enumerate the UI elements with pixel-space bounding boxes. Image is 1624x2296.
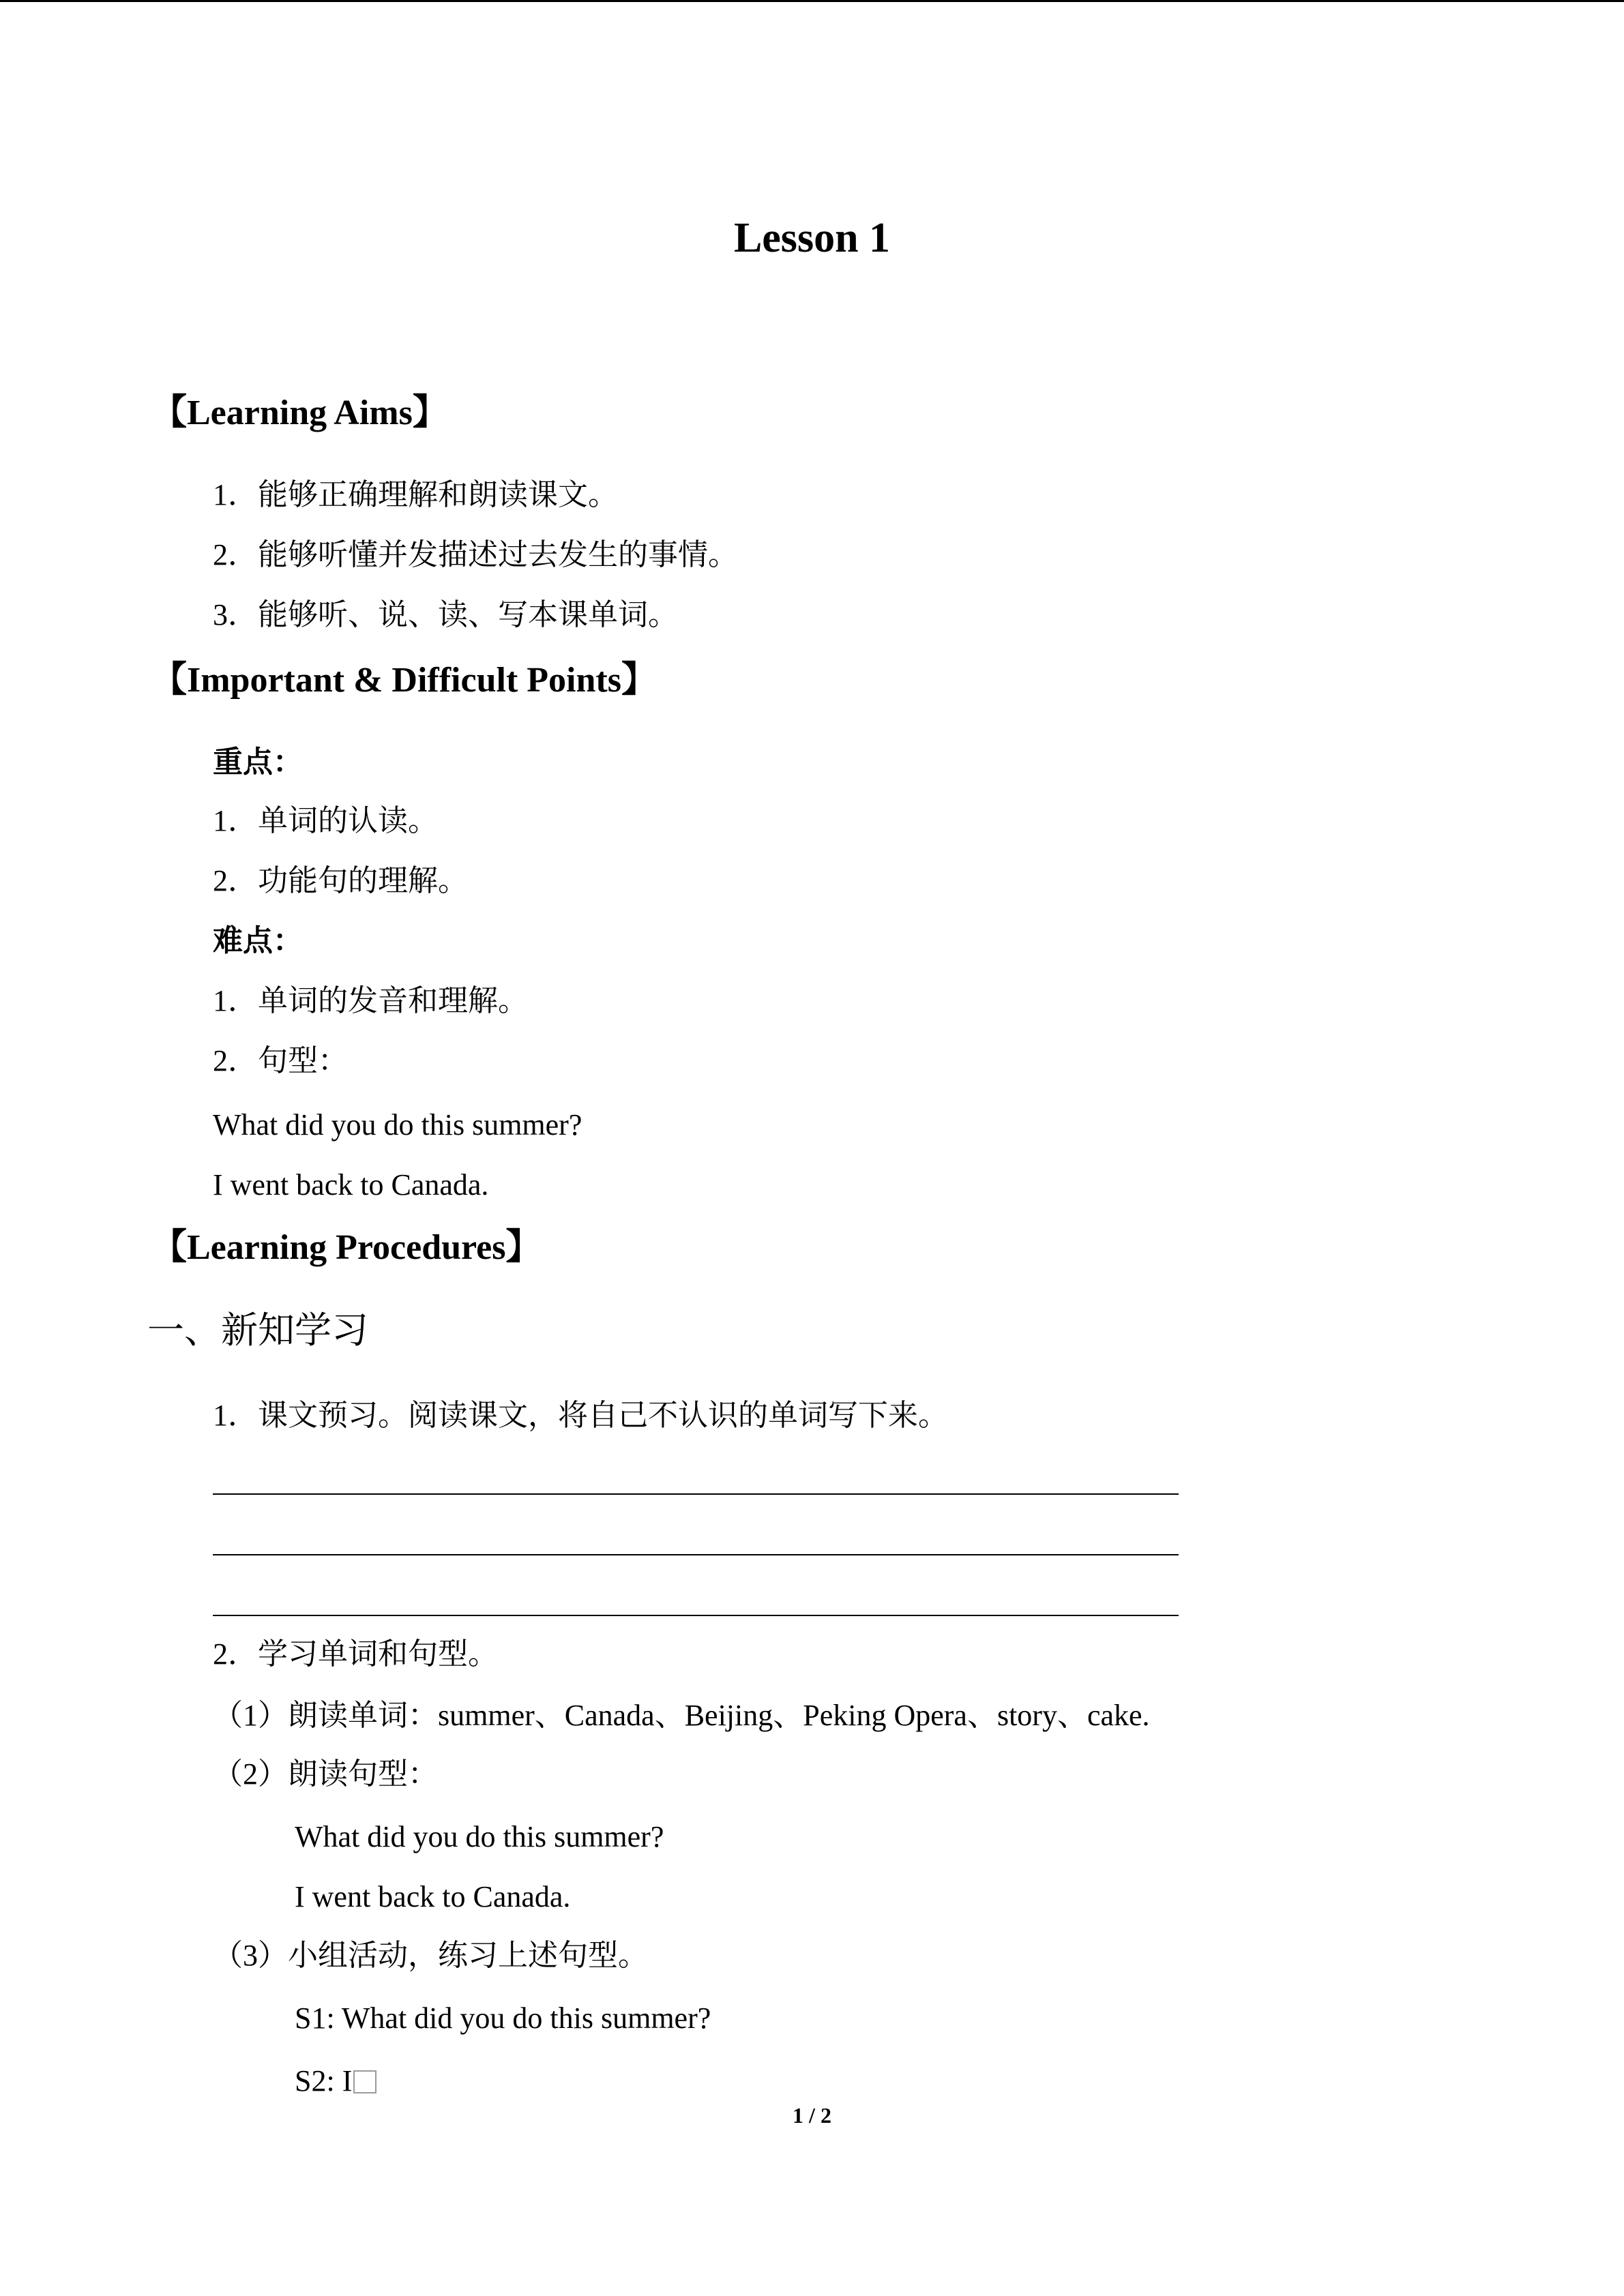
task-1-preview: 1．课文预习。阅读课文，将自己不认识的单词写下来。 <box>213 1399 948 1432</box>
page-title: Lesson 1 <box>733 215 891 261</box>
difficult-points-label: 难点： <box>213 924 303 957</box>
page-number: 1 / 2 <box>793 2103 831 2128</box>
subtask-3-group-activity: （3）小组活动，练习上述句型。 <box>213 1939 648 1972</box>
task-2-words-sentences: 2．学习单词和句型。 <box>213 1637 498 1671</box>
subtask-1-read-words: （1）朗读单词：summer、Canada、Beijing、Peking Opera、story、cake. <box>213 1699 1150 1732</box>
sentence-pattern-answer: I went back to Canada. <box>213 1168 489 1202</box>
answer-line-1[interactable] <box>213 1493 1179 1495</box>
difficult-point-2: 2．句型： <box>213 1044 348 1077</box>
sentence-pattern-question: What did you do this summer? <box>213 1108 582 1142</box>
top-border <box>0 0 1624 2</box>
key-point-2: 2．功能句的理解。 <box>213 864 468 897</box>
sub2-sentence-answer: I went back to Canada. <box>295 1880 571 1913</box>
subtask-2-read-sentences: （2）朗读句型： <box>213 1757 438 1791</box>
difficult-point-1: 1．单词的发音和理解。 <box>213 984 528 1017</box>
sub2-sentence-question: What did you do this summer? <box>295 1820 664 1853</box>
answer-line-2[interactable] <box>213 1554 1179 1555</box>
dialogue-s2-text: S2: I <box>295 2064 353 2098</box>
blank-box-icon <box>353 2070 377 2093</box>
heading-important-difficult-points: 【Important & Difficult Points】 <box>151 661 657 700</box>
heading-learning-procedures: 【Learning Procedures】 <box>151 1228 542 1267</box>
key-points-label: 重点： <box>213 745 303 779</box>
aim-item-2: 2．能够听懂并发描述过去发生的事情。 <box>213 538 738 571</box>
aim-item-1: 1．能够正确理解和朗读课文。 <box>213 478 618 511</box>
key-point-1: 1．单词的认读。 <box>213 804 438 837</box>
dialogue-s1: S1: What did you do this summer? <box>295 2001 711 2035</box>
dialogue-s2 <box>295 2066 377 2096</box>
answer-line-3[interactable] <box>213 1615 1179 1616</box>
aim-item-3: 3．能够听、说、读、写本课单词。 <box>213 598 678 631</box>
section-title-new-knowledge: 一、新知学习 <box>147 1310 368 1351</box>
heading-learning-aims: 【Learning Aims】 <box>151 393 448 432</box>
